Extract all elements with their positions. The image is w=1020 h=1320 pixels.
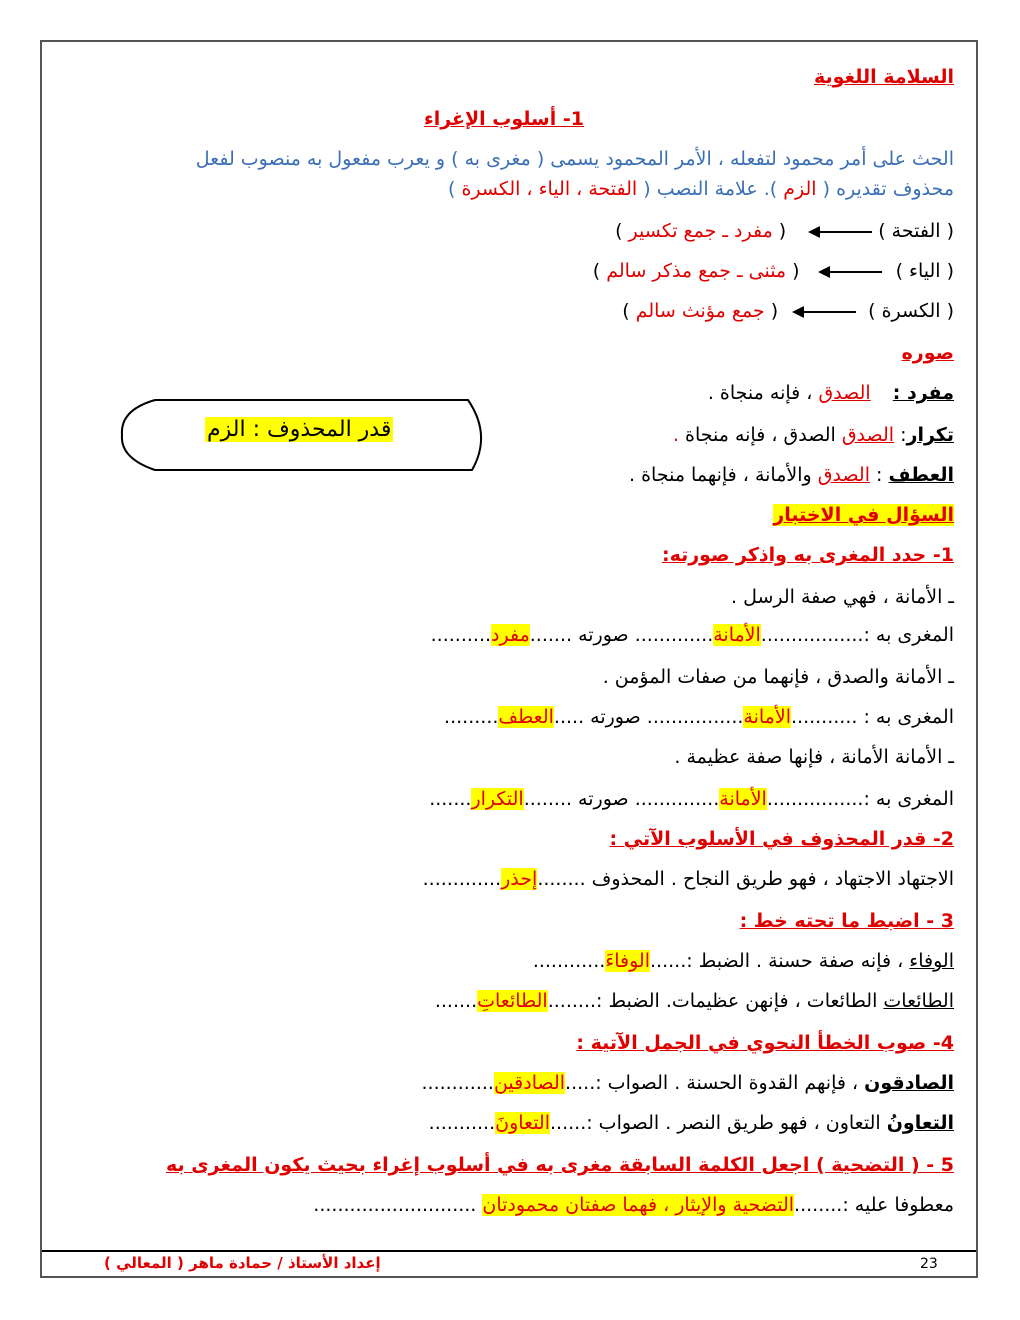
form-atf: العطف : الصدق والأمانة ، فإنهما منجاة . [629,464,954,486]
q3-title: 3 - اضبط ما تحته خط : [739,910,954,932]
q4-title: 4- صوب الخطأ النحوي في الجمل الآتية : [576,1032,954,1054]
q1-sentence: ـ الأمانة ، فهي صفة الرسل . [731,586,954,608]
definition-line-2: محذوف تقديره ( الزم ). علامة النصب ( الفتحة ، الياء ، الكسرة ) [447,178,954,200]
footer-credit: إعداد الأستاذ / حمادة ماهر ( المعالي ) [104,1254,381,1272]
q1-title: 1- حدد المغرى به واذكر صورته: [661,544,954,566]
definition-line-1: الحث على أمر محمود لتفعله ، الأمر المحمود يسمى ( مغرى به ) و يعرب مفعول به منصوب لفعل [195,148,954,170]
q5-title: 5 - ( التضحية ) اجعل الكلمة السابقة مغرى به في أسلوب إغراء بحيث يكون المغرى به [165,1154,954,1176]
q4-answer-row: الصادقون ، فإنهم القدوة الحسنة . الصواب :.....الصادقين............ [421,1072,954,1094]
arrow-left-icon [810,231,872,233]
q5-answer-row: معطوفا عليه :........التضحية والإيثار ، فهما صفتان محمودتان ........................... [313,1194,954,1216]
arrow-left-icon [794,311,856,313]
q2-title: 2- قدر المحذوف في الأسلوب الآتي : [609,828,954,850]
q1-sentence: ـ الأمانة الأمانة ، فإنها صفة عظيمة . [674,746,954,768]
q4-answer-row: التعاونُ التعاون ، فهو طريق النصر . الصواب :......التعاونَ........... [428,1112,954,1134]
callout-text: قدر المحذوف : الزم [207,417,392,442]
arrow-left-icon [820,271,882,273]
q1-sentence: ـ الأمانة والصدق ، فإنهما من صفات المؤمن . [602,666,954,688]
q1-answer-row: المغرى به : ...........الأمانة................ صورته .....العطف......... [444,706,954,728]
page-number: 23 [920,1256,938,1272]
sign-row: ( الكسرة )( جمع مؤنث سالم ) [622,300,954,322]
q3-answer-row: الوفاء ، فإنه صفة حسنة . الضبط :......الوفاءَ............ [532,950,954,972]
forms-heading: صوره [901,342,954,364]
footer-divider [42,1250,976,1252]
form-takrar: تكرار: الصدق الصدق ، فإنه منجاة . [672,424,954,446]
page-title: السلامة اللغوية [813,66,954,88]
q3-answer-row: الطائعات الطائعات ، فإنهن عظيمات. الضبط :........الطائعاتِ....... [434,990,954,1012]
q1-answer-row: المغرى به :.................الأمانة............. صورته .......مفرد.......... [430,624,954,646]
sign-row: ( الفتحة )( مفرد ـ جمع تكسير ) [615,220,954,242]
form-mufrad: مفرد : الصدق ، فإنه منجاة . [707,382,954,404]
q2-answer-row: الاجتهاد الاجتهاد ، فهو طريق النجاح . المحذوف ........إحذر............. [422,868,954,890]
exam-heading: السؤال في الاختبار [773,504,954,526]
section-title: 1- أسلوب الإغراء [424,108,584,130]
q1-answer-row: المغرى به :................الأمانة.............. صورته ........التكرار....... [429,788,954,810]
sign-row: ( الياء )( مثنى ـ جمع مذكر سالم ) [592,260,954,282]
